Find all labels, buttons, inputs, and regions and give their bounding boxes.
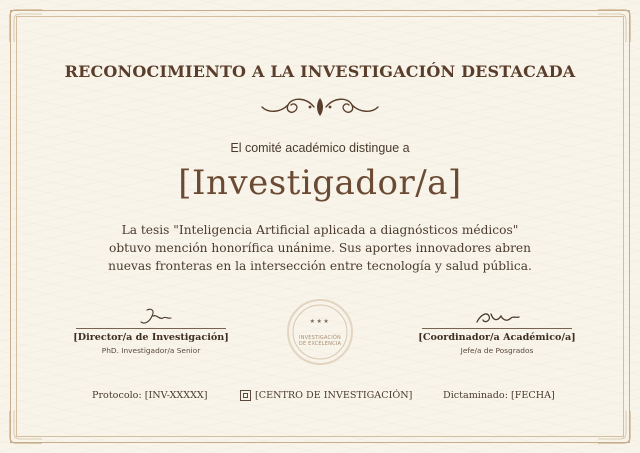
award-subtitle: El comité académico distingue a [230, 141, 410, 155]
corner-ornament-icon [596, 8, 632, 44]
signer-role-left: PhD. Investigador/a Senior [101, 346, 201, 355]
ruling-date: Dictaminado: [FECHA] [443, 390, 555, 401]
corner-ornament-icon [8, 409, 44, 445]
signature-line [422, 328, 572, 329]
flourish-ornament-icon [258, 93, 382, 121]
signature-block-left [56, 306, 246, 355]
excellence-seal [286, 298, 354, 366]
signer-name-left: [Director/a de Investigación] [73, 332, 229, 343]
signature-line [76, 328, 226, 329]
research-center-label: [CENTRO DE INVESTIGACIÓN] [255, 390, 413, 401]
corner-ornament-icon [8, 8, 44, 44]
institution-box-icon [240, 390, 251, 401]
handwritten-signature-icon [457, 306, 537, 328]
signer-name-right: [Coordinador/a Académico/a] [418, 332, 576, 343]
seal-text [286, 335, 354, 347]
seal-line: DE EXCELENCIA [298, 341, 342, 347]
signature-block-right [402, 306, 592, 355]
recipient-name: [Investigador/a] [178, 163, 462, 203]
seal-badge-icon [286, 298, 354, 366]
corner-ornament-icon [596, 409, 632, 445]
research-center [240, 390, 412, 401]
handwritten-signature-icon [111, 306, 191, 328]
body-line: nuevas fronteras en la intersección entre tecnología y salud pública. [108, 259, 532, 273]
body-line: La tesis "Inteligencia Artificial aplicada a diagnósticos médicos" [121, 223, 519, 237]
signer-role-right: Jefe/a de Posgrados [460, 346, 534, 355]
body-line: obtuvo mención honorífica unánime. Sus aportes innovadores abren [109, 241, 531, 255]
protocol-number: Protocolo: [INV-XXXXX] [92, 390, 208, 401]
seal-stars: ★★★ [309, 318, 331, 325]
certificate-body [100, 221, 540, 275]
seal-line: INVESTIGACIÓN [299, 335, 341, 341]
certificate-title: RECONOCIMIENTO A LA INVESTIGACIÓN DESTACADA [64, 62, 576, 81]
